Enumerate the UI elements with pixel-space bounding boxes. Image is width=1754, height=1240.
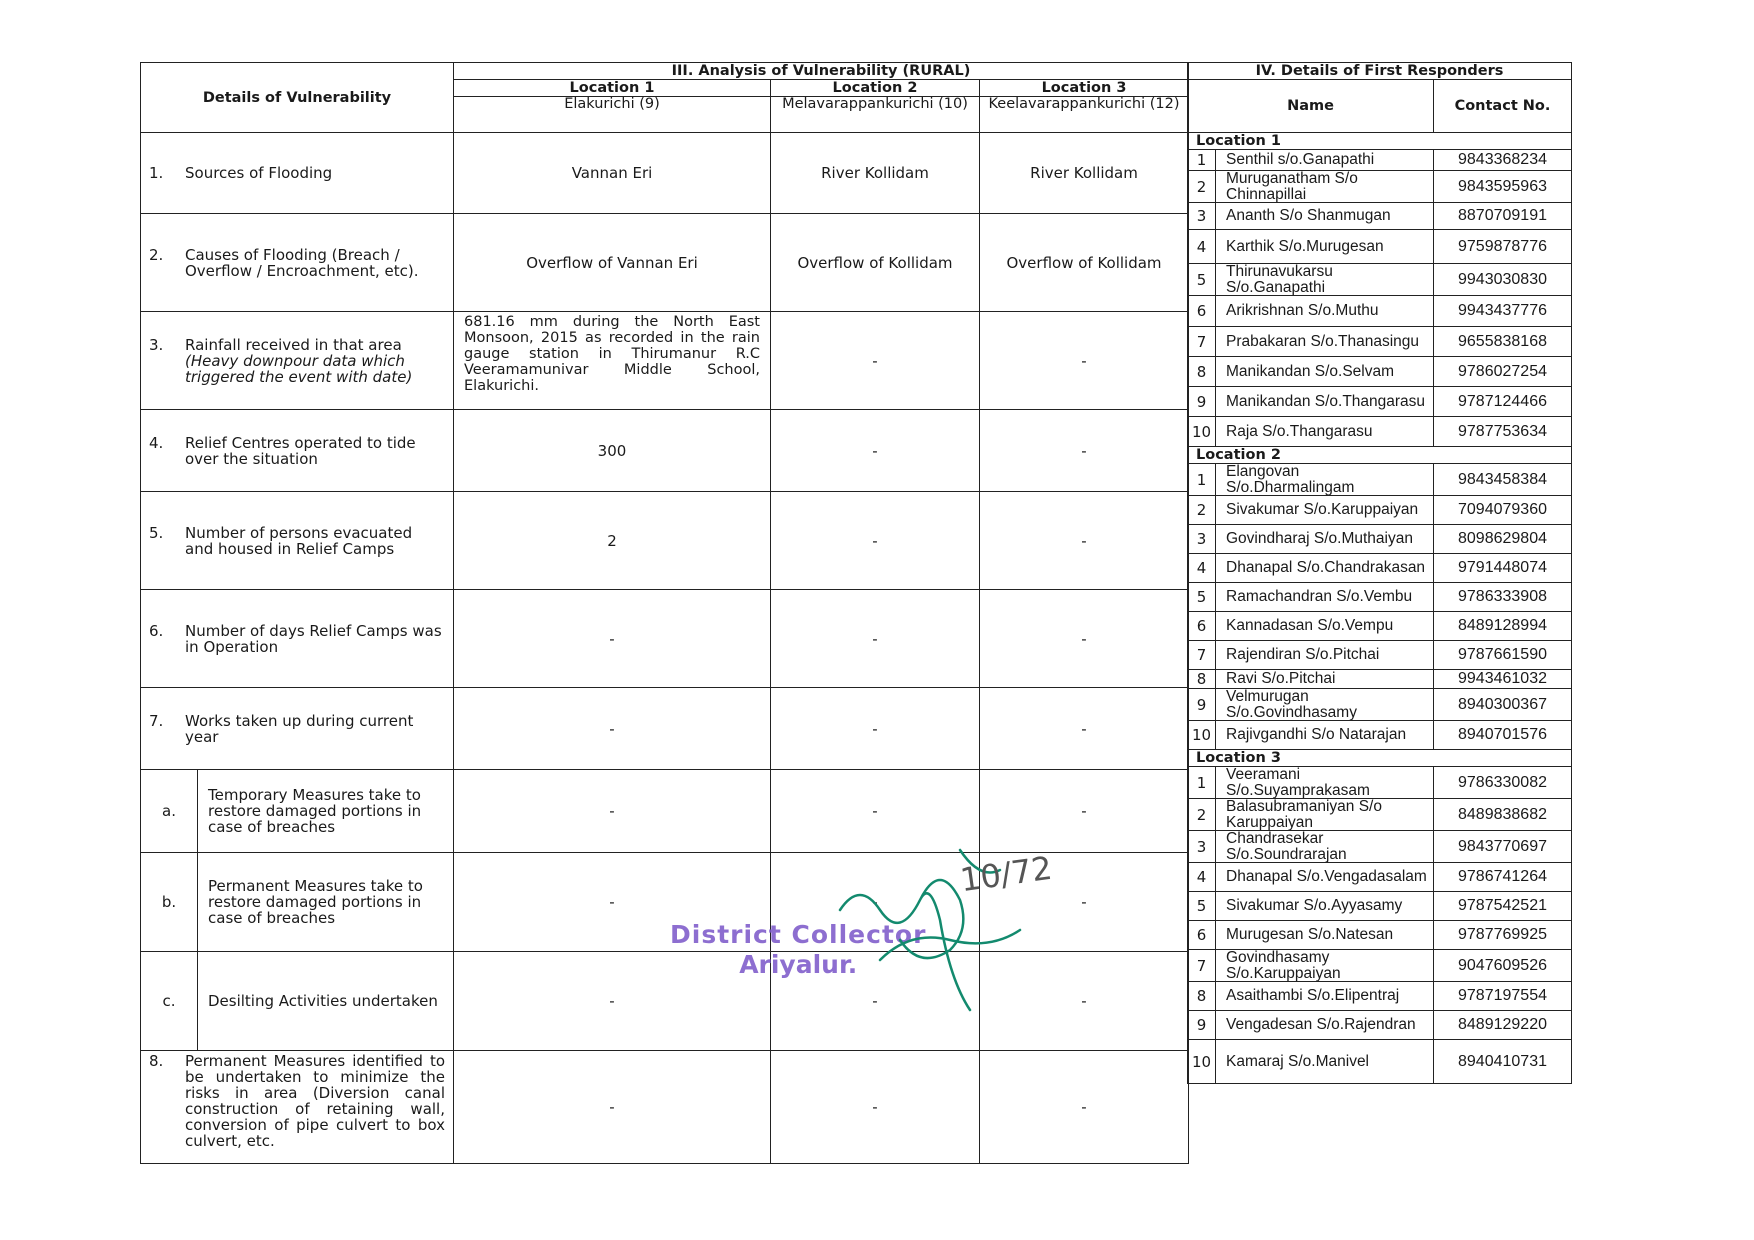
value-cell: - bbox=[454, 770, 771, 853]
row-label-text: Permanent Measures identified to be undertaken to minimize the risks in area (Diversion canal construction of retaining wall, conversion of pipe culvert to box culvert, etc. bbox=[185, 1052, 445, 1150]
responder-serial: 10 bbox=[1188, 417, 1216, 447]
responder-row bbox=[1188, 296, 1572, 327]
responder-name: Velmurugan S/o.Govindhasamy bbox=[1216, 689, 1434, 721]
responder-serial: 2 bbox=[1188, 496, 1216, 525]
row-number: 5. bbox=[149, 523, 164, 542]
responder-name: Vengadesan S/o.Rajendran bbox=[1216, 1011, 1434, 1040]
section-title-responders: IV. Details of First Responders bbox=[1188, 63, 1572, 80]
value-cell: - bbox=[980, 688, 1189, 770]
row-label bbox=[141, 492, 454, 590]
responder-name: Murugesan S/o.Natesan bbox=[1216, 921, 1434, 950]
sub-row-label bbox=[141, 952, 454, 1051]
row-label bbox=[141, 590, 454, 688]
value-cell: - bbox=[980, 1051, 1189, 1164]
responder-serial: 7 bbox=[1188, 950, 1216, 982]
responder-row bbox=[1188, 583, 1572, 612]
responder-serial: 3 bbox=[1188, 831, 1216, 863]
responder-row bbox=[1188, 863, 1572, 892]
responder-name: Ramachandran S/o.Vembu bbox=[1216, 583, 1434, 612]
responder-phone: 9787661590 bbox=[1434, 641, 1572, 670]
value-cell: - bbox=[771, 770, 980, 853]
row-label-text: Permanent Measures take to restore damaged portions in case of breaches bbox=[208, 877, 423, 927]
row-label-note: (Heavy downpour data which triggered the event with date) bbox=[185, 351, 413, 386]
responder-phone: 8489128994 bbox=[1434, 612, 1572, 641]
stamp-line-1: District Collector bbox=[670, 920, 927, 949]
responder-phone: 8940300367 bbox=[1434, 689, 1572, 721]
responder-phone: 9787769925 bbox=[1434, 921, 1572, 950]
value-cell: - bbox=[980, 853, 1189, 952]
row-number: 4. bbox=[149, 433, 164, 452]
row-number: 3. bbox=[149, 335, 164, 354]
row-label bbox=[141, 410, 454, 492]
value-cell: Overflow of Vannan Eri bbox=[454, 214, 771, 312]
value-cell: - bbox=[771, 590, 980, 688]
location-2-name: Melavarappankurichi (10) bbox=[771, 97, 980, 133]
row-label-text: Rainfall received in that area bbox=[185, 335, 402, 354]
responder-phone: 9787124466 bbox=[1434, 387, 1572, 417]
responder-name: Arikrishnan S/o.Muthu bbox=[1216, 296, 1434, 327]
handwritten-annotation: 10/72 bbox=[957, 848, 1055, 900]
responder-serial: 8 bbox=[1188, 357, 1216, 387]
value-cell: - bbox=[454, 688, 771, 770]
responder-row bbox=[1188, 641, 1572, 670]
responder-phone: 8940410731 bbox=[1434, 1040, 1572, 1084]
responder-serial: 4 bbox=[1188, 554, 1216, 583]
responder-phone: 9943461032 bbox=[1434, 670, 1572, 689]
value-cell: - bbox=[771, 410, 980, 492]
responder-name: Rajendiran S/o.Pitchai bbox=[1216, 641, 1434, 670]
responder-name: Govindhasamy S/o.Karuppaiyan bbox=[1216, 950, 1434, 982]
responder-row bbox=[1188, 767, 1572, 799]
responder-serial: 5 bbox=[1188, 264, 1216, 296]
value-cell: - bbox=[771, 688, 980, 770]
responder-row bbox=[1188, 150, 1572, 171]
responder-serial: 6 bbox=[1188, 612, 1216, 641]
contact-header: Contact No. bbox=[1434, 80, 1572, 133]
value-cell: - bbox=[980, 492, 1189, 590]
responder-serial: 9 bbox=[1188, 1011, 1216, 1040]
responder-row bbox=[1188, 525, 1572, 554]
value-cell: - bbox=[771, 1051, 980, 1164]
responder-serial: 9 bbox=[1188, 689, 1216, 721]
responder-row bbox=[1188, 496, 1572, 525]
responder-row bbox=[1188, 387, 1572, 417]
responder-row bbox=[1188, 982, 1572, 1011]
responder-name: Ravi S/o.Pitchai bbox=[1216, 670, 1434, 689]
responder-row bbox=[1188, 171, 1572, 203]
row-number: 8. bbox=[149, 1052, 164, 1070]
responder-row bbox=[1188, 327, 1572, 357]
responder-name: Thirunavukarsu S/o.Ganapathi bbox=[1216, 264, 1434, 296]
value-cell: - bbox=[454, 952, 771, 1051]
responder-serial: 2 bbox=[1188, 171, 1216, 203]
responder-row bbox=[1188, 230, 1572, 264]
responder-serial: 4 bbox=[1188, 230, 1216, 264]
value-cell: - bbox=[771, 492, 980, 590]
location-group-header: Location 1 bbox=[1188, 133, 1572, 150]
responder-row bbox=[1188, 464, 1572, 496]
responder-serial: 10 bbox=[1188, 1040, 1216, 1084]
value-cell: Vannan Eri bbox=[454, 133, 771, 214]
responder-name: Karthik S/o.Murugesan bbox=[1216, 230, 1434, 264]
responder-phone: 9787197554 bbox=[1434, 982, 1572, 1011]
responder-serial: 1 bbox=[1188, 767, 1216, 799]
location-group-header: Location 2 bbox=[1188, 447, 1572, 464]
responder-phone: 9787542521 bbox=[1434, 892, 1572, 921]
responder-serial: 1 bbox=[1188, 464, 1216, 496]
responder-serial: 5 bbox=[1188, 583, 1216, 612]
responder-phone: 9759878776 bbox=[1434, 230, 1572, 264]
value-cell: River Kollidam bbox=[980, 133, 1189, 214]
responder-row bbox=[1188, 1040, 1572, 1084]
responder-row bbox=[1188, 612, 1572, 641]
responder-serial: 7 bbox=[1188, 641, 1216, 670]
responder-name: Asaithambi S/o.Elipentraj bbox=[1216, 982, 1434, 1011]
row-label bbox=[141, 688, 454, 770]
responder-phone: 9786027254 bbox=[1434, 357, 1572, 387]
value-cell: - bbox=[980, 312, 1189, 410]
row-label bbox=[141, 133, 454, 214]
responder-name: Elangovan S/o.Dharmalingam bbox=[1216, 464, 1434, 496]
row-number: b. bbox=[141, 853, 198, 951]
row-number: a. bbox=[141, 770, 198, 852]
row-label-text: Number of days Relief Camps was in Operation bbox=[185, 621, 442, 656]
responder-phone: 9786741264 bbox=[1434, 863, 1572, 892]
responder-name: Govindharaj S/o.Muthaiyan bbox=[1216, 525, 1434, 554]
responder-row bbox=[1188, 921, 1572, 950]
value-cell: Overflow of Kollidam bbox=[980, 214, 1189, 312]
value-cell: - bbox=[980, 952, 1189, 1051]
responder-phone: 9943437776 bbox=[1434, 296, 1572, 327]
responder-phone: 8489129220 bbox=[1434, 1011, 1572, 1040]
responder-serial: 1 bbox=[1188, 150, 1216, 171]
row-label-text: Relief Centres operated to tide over the situation bbox=[185, 433, 416, 468]
row-number: 6. bbox=[149, 621, 164, 640]
location-1-header: Location 1 bbox=[454, 80, 771, 97]
responder-phone: 9047609526 bbox=[1434, 950, 1572, 982]
responder-phone: 9655838168 bbox=[1434, 327, 1572, 357]
responder-name: Veeramani S/o.Suyamprakasam bbox=[1216, 767, 1434, 799]
responder-name: Muruganatham S/o Chinnapillai bbox=[1216, 171, 1434, 203]
responder-name: Kannadasan S/o.Vempu bbox=[1216, 612, 1434, 641]
value-cell: - bbox=[454, 853, 771, 952]
responder-name: Manikandan S/o.Selvam bbox=[1216, 357, 1434, 387]
row-label-text: Number of persons evacuated and housed in Relief Camps bbox=[185, 523, 413, 558]
responder-phone: 9843458384 bbox=[1434, 464, 1572, 496]
responder-row bbox=[1188, 892, 1572, 921]
location-group-header: Location 3 bbox=[1188, 750, 1572, 767]
row-number: 2. bbox=[149, 245, 164, 264]
responder-row bbox=[1188, 417, 1572, 447]
value-cell: - bbox=[980, 410, 1189, 492]
responder-phone: 8940701576 bbox=[1434, 721, 1572, 750]
responder-row bbox=[1188, 357, 1572, 387]
row-label-text: Desilting Activities undertaken bbox=[208, 992, 438, 1010]
responder-name: Balasubramaniyan S/o Karuppaiyan bbox=[1216, 799, 1434, 831]
responder-row bbox=[1188, 831, 1572, 863]
responder-serial: 5 bbox=[1188, 892, 1216, 921]
row-label bbox=[141, 214, 454, 312]
details-header: Details of Vulnerability bbox=[141, 63, 454, 133]
responder-phone: 9791448074 bbox=[1434, 554, 1572, 583]
row-label-text: Sources of Flooding bbox=[185, 164, 333, 182]
responders-body bbox=[1188, 133, 1572, 1084]
value-cell: River Kollidam bbox=[771, 133, 980, 214]
responder-phone: 7094079360 bbox=[1434, 496, 1572, 525]
responder-phone: 9943030830 bbox=[1434, 264, 1572, 296]
sub-row-label bbox=[141, 770, 454, 853]
responder-name: Sivakumar S/o.Karuppaiyan bbox=[1216, 496, 1434, 525]
responder-serial: 4 bbox=[1188, 863, 1216, 892]
rainfall-value: 681.16 mm during the North East Monsoon, 2015 as recorded in the rain gauge station in Thirumanur R.C Veeramamunivar Middle School, Elakurichi. bbox=[454, 312, 771, 410]
responder-phone: 8098629804 bbox=[1434, 525, 1572, 554]
responder-serial: 3 bbox=[1188, 525, 1216, 554]
sub-row-label bbox=[141, 853, 454, 952]
location-1-name: Elakurichi (9) bbox=[454, 97, 771, 133]
responder-row bbox=[1188, 689, 1572, 721]
responder-serial: 2 bbox=[1188, 799, 1216, 831]
responder-phone: 9786330082 bbox=[1434, 767, 1572, 799]
responder-phone: 9843368234 bbox=[1434, 150, 1572, 171]
responder-name: Kamaraj S/o.Manivel bbox=[1216, 1040, 1434, 1084]
responder-serial: 6 bbox=[1188, 296, 1216, 327]
responder-phone: 9787753634 bbox=[1434, 417, 1572, 447]
row-number: 7. bbox=[149, 711, 164, 730]
stamp-line-2: Ariyalur. bbox=[739, 950, 858, 979]
responder-row bbox=[1188, 203, 1572, 230]
responder-row bbox=[1188, 950, 1572, 982]
row-label bbox=[141, 1051, 454, 1164]
responder-serial: 10 bbox=[1188, 721, 1216, 750]
value-cell: - bbox=[454, 590, 771, 688]
responder-phone: 9843770697 bbox=[1434, 831, 1572, 863]
section-title-vulnerability: III. Analysis of Vulnerability (RURAL) bbox=[454, 63, 1189, 80]
row-number: 1. bbox=[149, 164, 164, 182]
row-label-text: Works taken up during current year bbox=[185, 711, 414, 746]
first-responders-table bbox=[1187, 62, 1572, 1084]
responder-serial: 3 bbox=[1188, 203, 1216, 230]
responder-name: Chandrasekar S/o.Soundrarajan bbox=[1216, 831, 1434, 863]
value-cell: - bbox=[980, 770, 1189, 853]
value-cell: - bbox=[771, 853, 980, 952]
responder-name: Manikandan S/o.Thangarasu bbox=[1216, 387, 1434, 417]
row-label-text: Temporary Measures take to restore damaged portions in case of breaches bbox=[208, 786, 422, 836]
responder-serial: 6 bbox=[1188, 921, 1216, 950]
responder-row bbox=[1188, 670, 1572, 689]
responder-name: Raja S/o.Thangarasu bbox=[1216, 417, 1434, 447]
responder-row bbox=[1188, 264, 1572, 296]
row-label bbox=[141, 312, 454, 410]
location-2-header: Location 2 bbox=[771, 80, 980, 97]
value-cell: - bbox=[771, 312, 980, 410]
responder-name: Ananth S/o Shanmugan bbox=[1216, 203, 1434, 230]
value-cell: Overflow of Kollidam bbox=[771, 214, 980, 312]
responder-row bbox=[1188, 799, 1572, 831]
location-3-header: Location 3 bbox=[980, 80, 1189, 97]
responder-row bbox=[1188, 721, 1572, 750]
responder-serial: 7 bbox=[1188, 327, 1216, 357]
responder-phone: 9786333908 bbox=[1434, 583, 1572, 612]
responder-name: Dhanapal S/o.Vengadasalam bbox=[1216, 863, 1434, 892]
value-cell: - bbox=[454, 1051, 771, 1164]
responder-serial: 8 bbox=[1188, 982, 1216, 1011]
row-number: c. bbox=[141, 952, 198, 1050]
responder-name: Sivakumar S/o.Ayyasamy bbox=[1216, 892, 1434, 921]
value-cell: - bbox=[980, 590, 1189, 688]
responder-phone: 9843595963 bbox=[1434, 171, 1572, 203]
responder-row bbox=[1188, 1011, 1572, 1040]
value-cell: - bbox=[771, 952, 980, 1051]
responder-name: Dhanapal S/o.Chandrakasan bbox=[1216, 554, 1434, 583]
responder-phone: 8870709191 bbox=[1434, 203, 1572, 230]
responder-name: Senthil s/o.Ganapathi bbox=[1216, 150, 1434, 171]
responder-name: Rajivgandhi S/o Natarajan bbox=[1216, 721, 1434, 750]
name-header: Name bbox=[1188, 80, 1434, 133]
responder-phone: 8489838682 bbox=[1434, 799, 1572, 831]
responder-serial: 9 bbox=[1188, 387, 1216, 417]
location-3-name: Keelavarappankurichi (12) bbox=[980, 97, 1189, 133]
responder-row bbox=[1188, 554, 1572, 583]
responder-serial: 8 bbox=[1188, 670, 1216, 689]
responder-name: Prabakaran S/o.Thanasingu bbox=[1216, 327, 1434, 357]
row-label-text: Causes of Flooding (Breach / Overflow / Encroachment, etc). bbox=[185, 245, 419, 280]
value-cell: 2 bbox=[454, 492, 771, 590]
value-cell: 300 bbox=[454, 410, 771, 492]
